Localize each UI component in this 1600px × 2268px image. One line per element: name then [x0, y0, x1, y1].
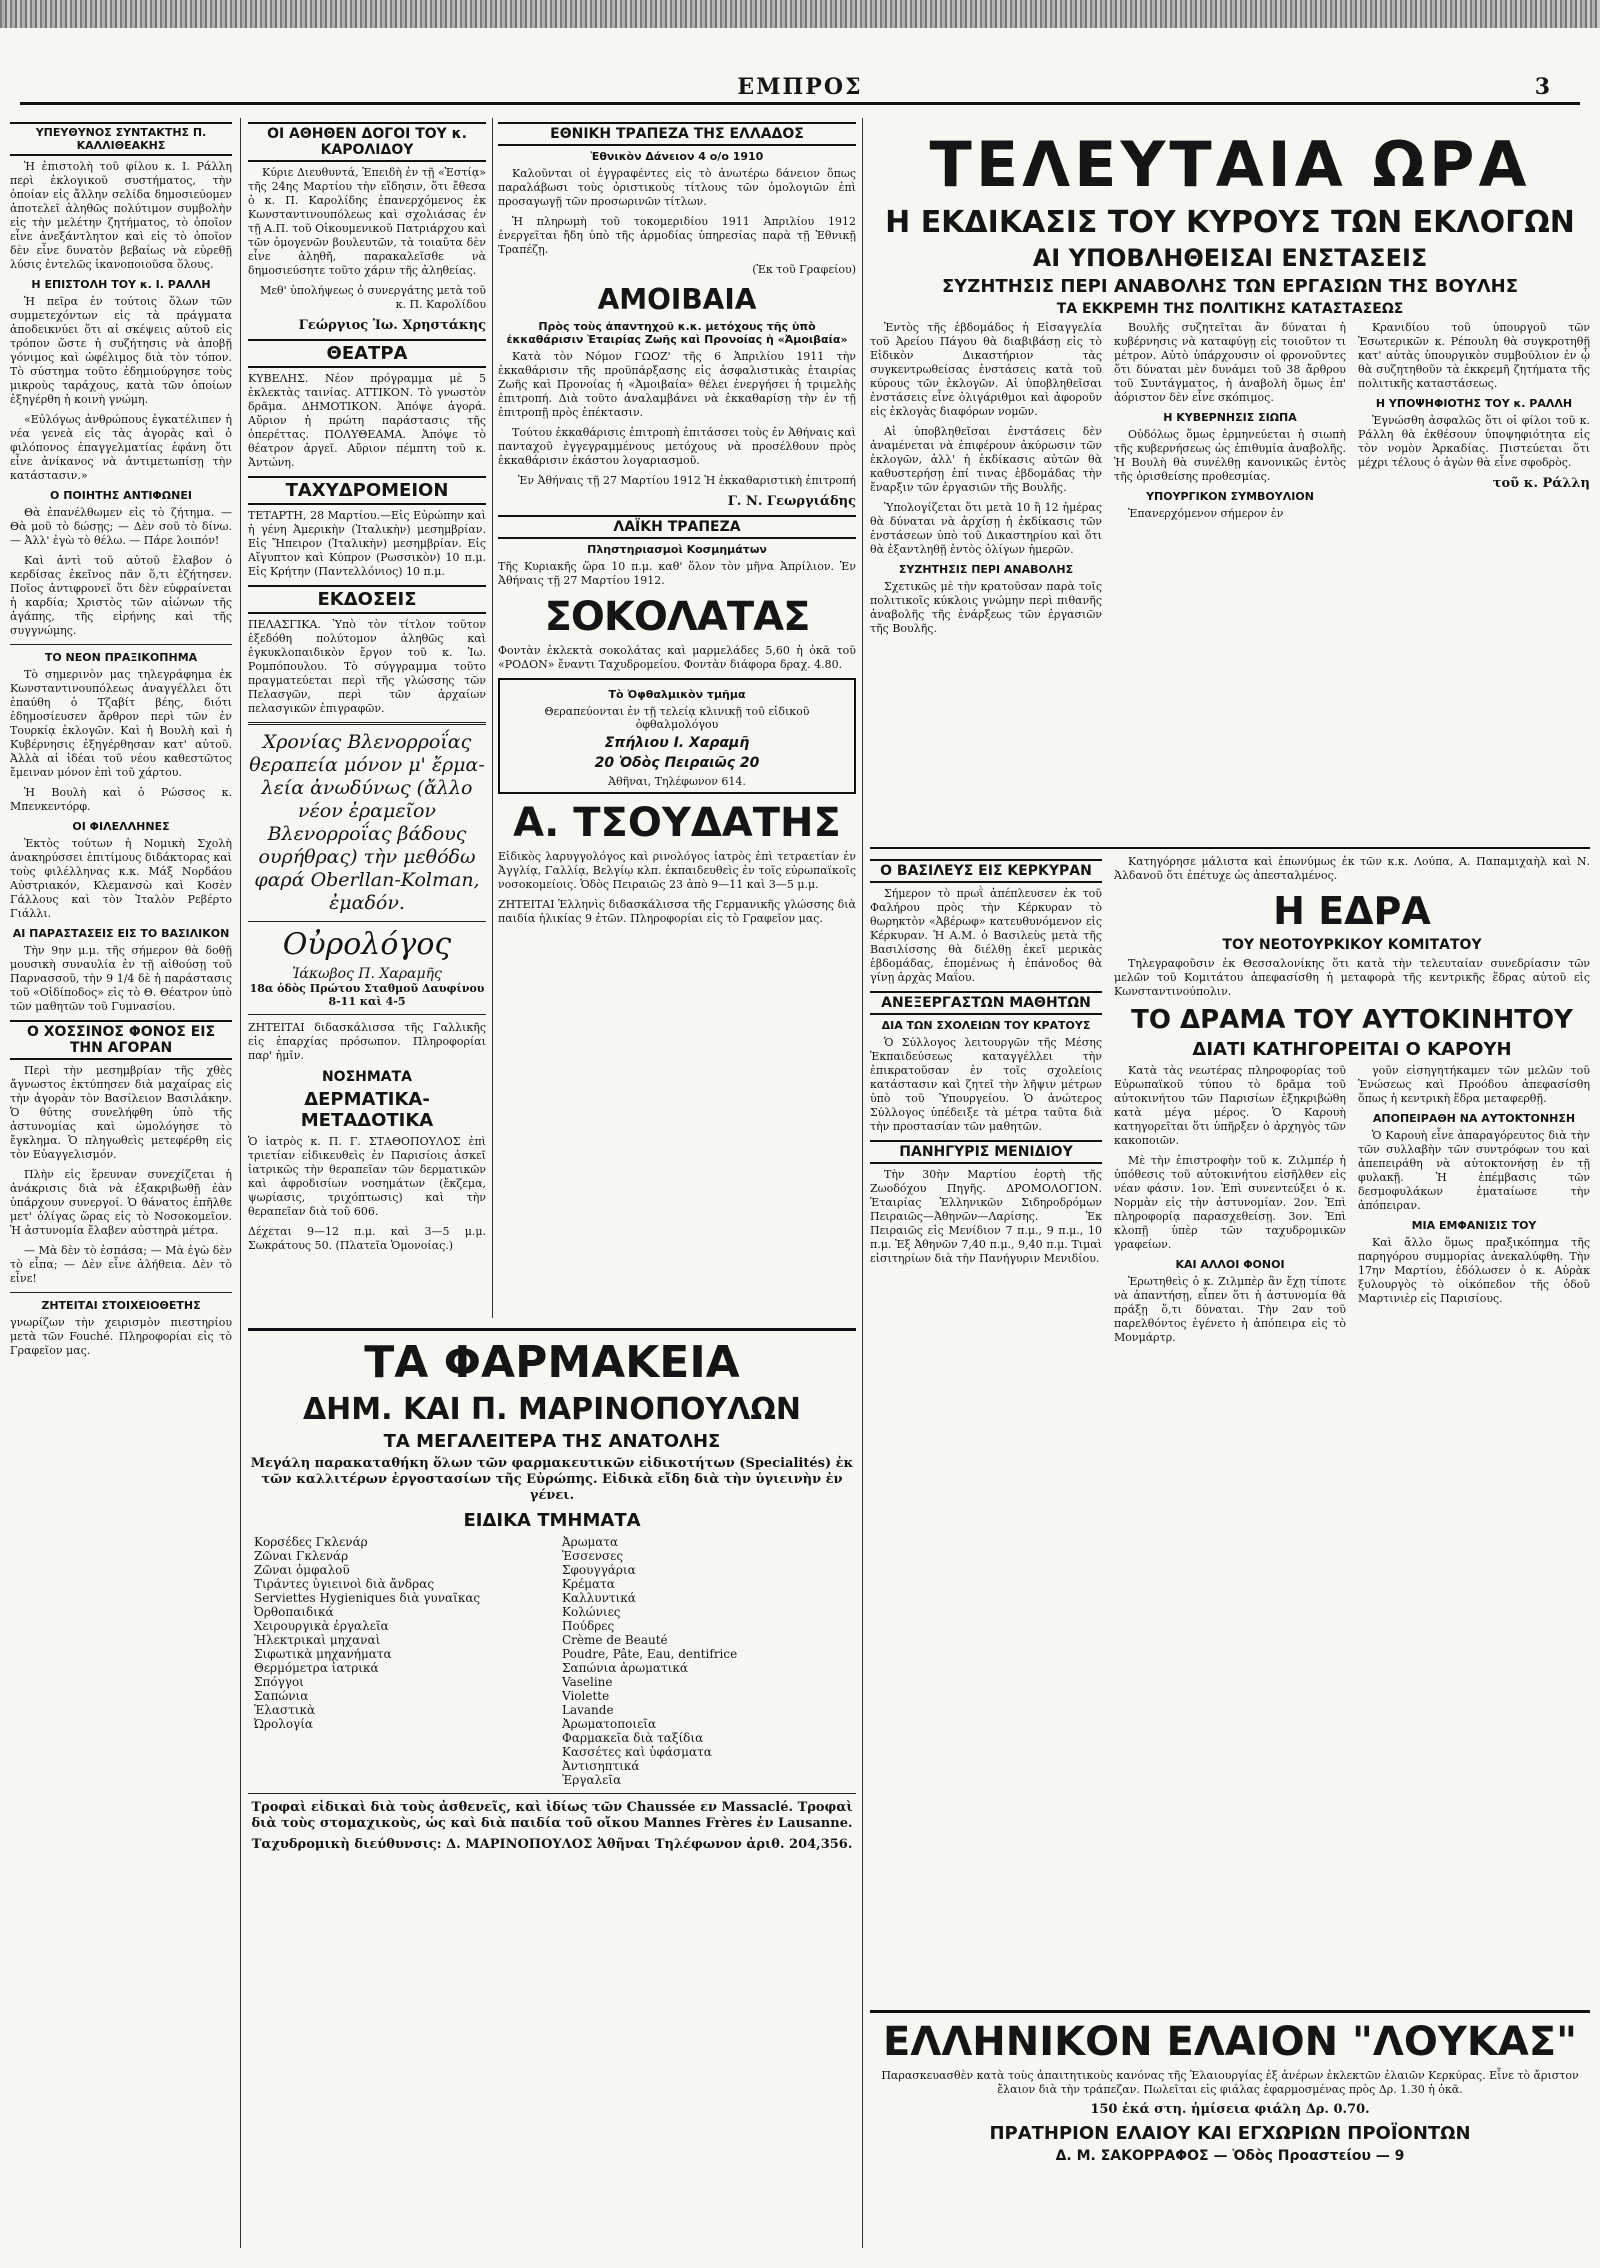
- article-subhead: ΑΠΟΠΕΙΡΑΘΗ ΝΑ ΑΥΤΟΚΤΟΝΗΣΗ: [1372, 1112, 1576, 1125]
- classified-text: γνωρίζων τὴν χειρισμὸν πιεστηρίου μετὰ τῶν Fouché. Πληροφορίαι εἰς τὸ Γραφεῖον μας.: [10, 1316, 232, 1357]
- article-subhead: ΤΟ ΝΕΟΝ ΠΡΑΞΙΚΟΠΗΜΑ: [44, 651, 198, 664]
- product-item: Σαπώνια: [254, 1689, 309, 1703]
- divider: [248, 1014, 486, 1015]
- oil-advertisement: [870, 2010, 1590, 2253]
- classified-text: ΖΗΤΕΙΤΑΙ Ἑλληνὶς διδασκάλισσα τῆς Γερμανικῆς γλώσσης διὰ παιδία ἡλικίας 9 ἐτῶν. Πληροφορίαι εἰς τὸ Γραφεῖον μας.: [498, 898, 856, 925]
- advertisement-intro: Μεγάλη παρακαταθήκη ὅλων τῶν φαρμακευτικῶν εἰδικοτήτων (Specialités) ἐκ τῶν καλλιτέρων ἐργοστασίων τῆς Εὐρώπης. Εἰδικὰ εἴδη διὰ τὴν ὑγιεινὴν ἐν γένει.: [250, 1456, 854, 1503]
- subcolumn: [1358, 321, 1590, 841]
- product-item: Τιράντες ὑγιεινοὶ διὰ ἄνδρας: [254, 1577, 435, 1591]
- divider: [248, 1793, 856, 1794]
- article-subheadline: ΤΟΥ ΝΕΟΤΟΥΡΚΙΚΟΥ ΚΟΜΙΤΑΤΟΥ: [1222, 937, 1482, 953]
- product-item: Ἀρωματοποιεῖα: [562, 1717, 657, 1731]
- article-paragraph: Κατὰ τὸν Νόμον ΓΩΟΖ' τῆς 6 Ἀπριλίου 1911 τὴν ἐκκαθάρισιν τῆς προϋπάρξασης εἰς ἀσφαλιστικὰς ἑταιρίας Ζωῆς καὶ Προνοίας ἡ «Ἀμοιβαία» θέλει ἐνεργήσει ἡ τριμελὴς ἐπιτροπή. Διὰ τοῦτο ἀναλαμβάνει νὰ ἐκκαθαρίσῃ τὴν ἐν τῇ ἐπιτροπῇ πρὸς ἐπέκτασιν.: [498, 350, 856, 419]
- notice-subtitle: Πρὸς τοὺς ἀπαντηχοῦ κ.κ. μετόχους τῆς ὑπὸ ἐκκαθάρισιν Ἑταιρίας Ζωῆς καὶ Προνοίας ἡ «Ἀμοιβαία»: [506, 320, 848, 346]
- subcolumn-wide: [1114, 855, 1590, 2165]
- article-paragraph: Ἐρωτηθεὶς ὁ κ. Ζιλμπὲρ ἂν ἔχῃ τίποτε νὰ ἀπαντήσῃ, εἶπεν ὅτι ἡ ἀστυνομία θὰ πράξῃ ὅ,τι δύναται. Τὴν 2αν τοῦ παρελθόντος ἐγένετο ἡ ἀπόπειρα εἰς τὸ Μονμάρτρ.: [1114, 1275, 1346, 1344]
- article-paragraph: Τὴν 30ὴν Μαρτίου ἑορτὴ τῆς Ζωοδόχου Πηγῆς. ΔΡΟΜΟΛΟΓΙΟΝ. Ἑταιρίας Ἑλληνικῶν Σιδηροδρόμων Πειραιῶς—Ἀθηνῶν—Λαρίσης. Ἐκ Πειραιῶς εἰς Μενίδιον 7 π.μ., 9 π.μ., 10 π.μ. Ἐξ Ἀθηνῶν 7,40 π.μ., 9,40 π.μ. Τιμαὶ εἰσιτηρίων διὰ τὴν Πανήγυριν Μενιδίου.: [870, 1168, 1102, 1265]
- advertisement-subtitle: Πληστηριασμοὶ Κοσμημάτων: [587, 543, 767, 556]
- masthead: ΕΜΠΡΟΣ: [737, 74, 863, 100]
- divider: [248, 722, 486, 725]
- advertisement-text: Φοντὰν ἐκλεκτὰ σοκολάτας καὶ μαρμελάδες 5,60 ἡ ὀκᾶ τοῦ «ΡΟΔΟΝ» ἔναντι Ταχυδρομείου. Φοντὰν διάφορα δραχ. 4.80.: [498, 644, 856, 671]
- section-text: ΚΥΒΕΛΗΣ. Νέον πρόγραμμα μὲ 5 ἐκλεκτὰς ταινίας. ΑΤΤΙΚΟΝ. Τὸ γνωστὸν δρᾶμα. ΔΗΜΟΤΙΚΟΝ. Ἀπόψε ἀγορά. Αὔριον ἡ πρώτη παράστασις τῆς ὀπερέττας. ΠΟΛΥΘΕΑΜΑ. Ἀπόψε τὸ θέατρον ἀργεῖ. Αὔριον πέμπτη τοῦ κ. Ἀντώνη.: [248, 372, 486, 469]
- product-item: Κολώνιες: [562, 1605, 621, 1619]
- article-subheadline: ΔΙΑΤΙ ΚΑΤΗΓΟΡΕΙΤΑΙ Ο ΚΑΡΟΥΗ: [1192, 1039, 1512, 1060]
- advertisement-footer: Τροφαὶ εἰδικαὶ διὰ τοὺς ἀσθενεῖς, καὶ ἰδίως τῶν Chaussée εν Massaclé. Τροφαὶ διὰ τοὺς στομαχικοὺς, ὡς καὶ διὰ παιδία τοῦ οἴκου Mannes Frères ἐν Lausanne.: [251, 1800, 853, 1831]
- article-paragraph: Καὶ ἀντὶ τοῦ αὐτοῦ ἔλαβον ὁ κερδίσας ἐκεῖνος πᾶν ὅ,τι ἐζήτησεν. Ποῖος ἀντιφρονεῖ ὅτι δὲν εὐφραίνεται ἡ καρδία; Χριστὸς τῶν αἰώνων τῆς ἀγάπης, τῆς εἰρήνης καὶ τῆς συγγνώμης.: [10, 554, 232, 637]
- article-paragraph: Θὰ ἐπανέλθωμεν εἰς τὸ ζήτημα. — Θὰ μοῦ τὸ δώσῃς; — Δὲν σοῦ τὸ δίνω. — Ἀλλ' ἐγὼ τὸ θέλω. — Πάρε λοιπόν!: [10, 506, 232, 547]
- section-title: ΘΕΑΤΡΑ: [248, 339, 486, 368]
- notice-date: Ἐν Ἀθήναις τῇ 27 Μαρτίου 1912 Ἡ ἐκκαθαριστικὴ ἐπιτροπή: [518, 474, 856, 487]
- section-headline: ΤΕΛΕΥΤΑΙΑ ΩΡΑ: [929, 128, 1531, 201]
- product-item: Ἐργαλεῖα: [562, 1773, 622, 1787]
- page-number: 3: [1534, 74, 1550, 100]
- advertisement-title: ΕΛΛΗΝΙΚΟΝ ΕΛΑΙΟΝ "ΛΟΥΚΑΣ": [883, 2019, 1577, 2065]
- article-paragraph: Ἡ πεῖρα ἐν τούτοις ὅλων τῶν συμμετεχόντων εἰς τὰ πράγματα ἀποδεικνύει ὅτι αἱ σκέψεις αὐτοῦ εἰς τρόπον ὥστε ἡ συζήτησις νὰ ἀποβῇ γόνιμος καὶ ὠφέλιμος διὰ τὸν τόπον. Τὸ σύστημα τοῦτο ἐδημιούργησε τοὺς μικροὺς ταράχους, κατὰ τῶν ὁποίων ἐξηγέρθη ἡ κοινὴ γνώμη.: [10, 295, 232, 406]
- article-headline: Η ΕΔΡΑ: [1273, 889, 1431, 933]
- article-paragraph: Ὁ Καρουὴ εἶνε ἀπαραγόρευτος διὰ τὴν τῶν συλλαβὴν τῶν συντρόφων του καὶ ἀπεπειράθη νὰ αὐτοκτονήσῃ ἐν τῇ φυλακῇ. Ἡ ἐπέμβασις τῶν δεσμοφυλάκων ἐματαίωσε τὴν ἀπόπειραν.: [1358, 1129, 1590, 1212]
- divider: [10, 644, 232, 645]
- article-subhead: ΜΙΑ ΕΜΦΑΝΙΣΙΣ ΤΟΥ: [1411, 1219, 1537, 1232]
- product-item: Κορσέδες Γκλενάρ: [254, 1535, 368, 1549]
- product-item: Κασσέτες καὶ ὑφάσματα: [562, 1745, 712, 1759]
- product-item: Σπόγγοι: [254, 1675, 304, 1689]
- signature: τοῦ κ. Ράλλη: [1492, 476, 1590, 491]
- product-item: Χειρουργικὰ ἐργαλεῖα: [254, 1619, 389, 1633]
- product-item: Ἠλεκτρικαὶ μηχαναὶ: [254, 1633, 381, 1647]
- product-item: Ζῶναι Γκλενάρ: [254, 1549, 349, 1563]
- advertisement-price: 150 ἐκά στη. ἡμίσεια φιάλη Δρ. 0.70.: [1090, 2102, 1370, 2117]
- advertisement-name: Ἰάκωβος Π. Χαραμῆς: [292, 966, 442, 982]
- column-1: [10, 118, 232, 2258]
- advertisement-title: ΝΟΣΗΜΑΤΑ: [321, 1069, 413, 1085]
- article-paragraph: Τὸ σημερινὸν μας τηλεγράφημα ἐκ Κωνσταντινουπόλεως ἀναγγέλλει ὅτι ἐπαύθη ὁ Τζαβίτ βέης, διότι ἐδημοσίευσεν ἄρθρον περὶ τῶν ἐν Τουρκίᾳ ἐκλογῶν. Καὶ ἡ Βουλὴ καὶ ἡ Κυβέρνησις ἐξηγέρθησαν κατ' αὐτοῦ. Ἀλλὰ αἱ ἰδέαι τοῦ νέου καθεστῶτος ἔμειναν μόνον ἐπὶ τοῦ χάρτου.: [10, 668, 232, 779]
- article-paragraph: Μὲ τὴν ἐπιστροφὴν τοῦ κ. Ζιλμπέρ ἡ ὑπόθεσις τοῦ αὐτοκινήτου εἰσῆλθεν εἰς νέαν φάσιν. 1ον. Ἐπὶ συνεντεύξει ὁ κ. Νορμὰν εἰς τὴν ἀστυνομίαν. 2ον. Ἐπὶ πληροφορίᾳ παρασχεθείσῃ. 3ον. Ἐπὶ κλοπῇ ὑπὲρ τῶν ταχυδρομικῶν γραφείων.: [1114, 1154, 1346, 1251]
- advertisement-text: Παρασκευασθὲν κατὰ τοὺς ἀπαιτητικοὺς κανόνας τῆς Ἐλαιουργίας ἐξ ἀνέρων ἐκλεκτῶν ἐλαιῶν Κερκύρας. Εἶνε τὸ ἄριστον ἔλαιον διὰ τὴν τράπεζαν. Πωλεῖται εἰς φιάλας ἐφαρμοσμένας πρὸς Δρ. 1.30 ἡ ὀκᾶ.: [881, 2069, 1579, 2096]
- product-item: Ὠρολογία: [254, 1717, 314, 1731]
- product-item: Καλλυντικά: [562, 1591, 636, 1605]
- article-subhead: ΣΥΖΗΤΗΣΙΣ ΠΕΡΙ ΑΝΑΒΟΛΗΣ: [898, 563, 1074, 576]
- section-text: ΤΕΤΑΡΤΗ, 28 Μαρτίου.—Εἰς Εὐρώπην καὶ ἡ γένη Ἀμερικὴν (Ἰταλικὴν) μεσημβρίαν. Εἰς Ἤπειρον (Ἰταλικὴν) μεσημβρίαν. Εἰς Αἴγυπτον καὶ Κύπρον (Ρωσσικὸν) 10 π.μ. Εἰς Κρήτην (Παντελλόνιος) 10 π.μ.: [248, 509, 486, 578]
- column-3: [498, 118, 856, 1318]
- article-subhead: ΥΠΟΥΡΓΙΚΟΝ ΣΥΜΒΟΥΛΙΟΝ: [1146, 490, 1314, 503]
- pharmacy-advertisement: [248, 1328, 856, 2251]
- advertisement-title: ΛΑΪΚΗ ΤΡΑΠΕΖΑ: [498, 515, 856, 539]
- article-paragraph: Ἐκτὸς τούτων ἡ Νομικὴ Σχολὴ ἀνακηρύσσει ἐπιτίμους διδάκτορας καὶ τοὺς φιλέλληνας κ.κ. Μάξ Νορδάου Αὐστριακόν, Κλεμανσὼ καὶ Κοσὲν Γάλλους καὶ τὸν Ἰταλὸν Ρεβέρτο Γιάλλι.: [10, 837, 232, 920]
- article-paragraph: Τὴν 9ην μ.μ. τῆς σήμερον θὰ δοθῇ μουσικὴ συναυλία ἐν τῇ αἰθούσῃ τοῦ Παρνασσοῦ, τὴν 9 1/4 δὲ ἡ παράστασις τοῦ «Οἰδίποδος» εἰς τὸ Θ. Θέατρον ὑπὸ τῶν μαθητῶν τοῦ Γυμνασίου.: [10, 944, 232, 1013]
- product-lists: [248, 1535, 856, 1787]
- article-subhead: ΚΑΙ ΑΛΛΟΙ ΦΟΝΟΙ: [1175, 1258, 1285, 1271]
- column-rule: [862, 118, 863, 2248]
- article-headline: Η ΕΚΔΙΚΑΣΙΣ ΤΟΥ ΚΥΡΟΥΣ ΤΩΝ ΕΚΛΟΓΩΝ: [885, 205, 1575, 240]
- article-paragraph: Πλὴν εἰς ἔρευναν συνεχίζεται ἡ ἀνάκρισις διὰ νὰ ἐξακριβωθῇ ἐὰν ὑπάρχουν συνεργοί. Ὁ θάνατος ἐπῆλθε μετ' ὀλίγας ὥρας εἰς τὸ Νοσοκομεῖον. Ἡ ἀστυνομία ἔλαβεν αὐστηρὰ μέτρα.: [10, 1168, 232, 1237]
- three-columns: [870, 321, 1590, 841]
- product-item: Ἀρωματα: [562, 1535, 619, 1549]
- article-paragraph: Κατὰ τὰς νεωτέρας πληροφορίας τοῦ Εὐρωπαϊκοῦ τύπου τὸ δρᾶμα τοῦ αὐτοκινήτου τῶν Παρισίων ἐξηκριβώθη κατὰ μέγα μέρος. Ὁ Καρουὴ κατηγορεῖται ὅτι ὑπῆρξεν ὁ ἀρχηγὸς τῶν κακοποιῶν.: [1114, 1064, 1346, 1147]
- article-paragraph: Βουλῆς συζητεῖται ἂν δύναται ἡ κυβέρνησις νὰ καταφύγῃ εἰς τοιοῦτον τι μέτρον. Αὐτὸ ὑπάρχουσιν οἱ φρονοῦντες ὅτι δύναται μὲν δυνάμει τοῦ 38 ἄρθρου τοῦ Συντάγματος, ἡ ἀναβολὴ ὅμως ἐπ' ἀόριστον δὲν εἶνε σκόπιμος.: [1114, 321, 1346, 404]
- article-paragraph: Ἐπανερχόμενον σήμερον ἐν: [1128, 507, 1284, 520]
- product-item: Σιφωτικὰ μηχανήματα: [254, 1647, 392, 1661]
- advertisement-text: Χρονίας Βλενορροΐας θεραπεία μόνον μ' ἔρμα-λεία ἀνωδύνως (ἄλλο νέον ἐραμεῖον Βλενορροΐας βάδους ουρήθρας) τὴν μεθόδω φαρά Oberllan-Kolman, ἐμαδόν.: [249, 731, 485, 914]
- article-paragraph: Σήμερον τὸ πρωῒ ἀπέπλευσεν ἐκ τοῦ Φαλήρου πρὸς τὴν Κέρκυραν τὸ θωρηκτὸν «Ἀβέρωφ» κατευθυνόμενον εἰς Κέρκυραν. Ἡ Α.Μ. ὁ Βασιλεὺς μετὰ τῆς Βασιλίσσης θὰ διέλθῃ ἐκεῖ μερικὰς ἑβδομάδας, ἑπομένως ἡ ἐπάνοδος θὰ γίνῃ ἀρχὰς Μαΐου.: [870, 887, 1102, 984]
- article-paragraph: Αἱ ὑποβληθεῖσαι ἐνστάσεις δὲν ἀναμένεται νὰ ἐπιφέρουν ἀκύρωσιν τῶν ἐκλογῶν, ἀλλ' ἡ ἐκδίκασις αὐτῶν θὰ καθυστερήσῃ ἐπί τινας ἑβδομάδας τὴν ἔναρξιν τῶν ἐργασιῶν τῆς Βουλῆς.: [870, 425, 1102, 494]
- product-item: Ζῶναι ὀμφαλοῦ: [254, 1563, 350, 1577]
- article-subheadline: ΣΥΖΗΤΗΣΙΣ ΠΕΡΙ ΑΝΑΒΟΛΗΣ ΤΩΝ ΕΡΓΑΣΙΩΝ ΤΗΣ ΒΟΥΛΗΣ: [941, 276, 1519, 297]
- source-note: (Ἐκ τοῦ Γραφείου): [752, 263, 856, 276]
- subcolumn: [1114, 1064, 1346, 1351]
- advertisement-title: Α. ΤΣΟΥΔΑΤΗΣ: [513, 800, 841, 846]
- column-2: [248, 118, 486, 1318]
- subcolumn: [1358, 1064, 1590, 1351]
- product-item: Serviettes Hygieniques διὰ γυναῖκας: [254, 1591, 481, 1605]
- product-item: Πούδρες: [562, 1619, 615, 1633]
- product-item: Vaseline: [562, 1675, 613, 1689]
- product-list-right: [562, 1535, 850, 1787]
- article-subhead: ΔΙΑ ΤΩΝ ΣΧΟΛΕΙΩΝ ΤΟΥ ΚΡΑΤΟΥΣ: [881, 1019, 1091, 1032]
- article-headline: Ο ΧΟΣΣΙΝΟΣ ΦΟΝΟΣ ΕΙΣ ΤΗΝ ΑΓΟΡΑΝ: [10, 1020, 232, 1060]
- article-paragraph: Σχετικῶς μὲ τὴν κρατοῦσαν παρὰ τοῖς πολιτικοῖς κύκλοις γνώμην περὶ πιθανῆς ἀναβολῆς τῆς ἐνάρξεως τῶν ἐργασιῶν τῆς Βουλῆς.: [870, 580, 1102, 635]
- product-item: Poudre, Pâte, Eau, dentifrice: [562, 1647, 738, 1661]
- article-subhead: Η ΥΠΟΨΗΦΙΟΤΗΣ ΤΟΥ κ. ΡΑΛΛΗ: [1375, 397, 1573, 410]
- section-title: ΕΙΔΙΚΑ ΤΜΗΜΑΤΑ: [463, 1510, 641, 1531]
- article-subhead: Η ΕΠΙΣΤΟΛΗ ΤΟΥ κ. Ι. ΡΑΛΛΗ: [31, 278, 211, 291]
- column-rule: [240, 118, 241, 2248]
- article-headline: ΑΝΕΞΕΡΓΑΣΤΩΝ ΜΑΘΗΤΩΝ: [870, 991, 1102, 1015]
- article-paragraph: Κατηγόρησε μάλιστα καὶ ἐπωνύμως ἐκ τῶν κ.κ. Λούπα, Α. Παπαμιχαὴλ καὶ Ν. Ἀλδανοῦ ὅτι ἐπέτυχε ὡς ἀπεσταλμένος.: [1114, 855, 1590, 882]
- advertisement-text: Εἰδικὸς λαρυγγολόγος καὶ ρινολόγος ἰατρὸς ἐπὶ τετραετίαν ἐν Ἀγγλίᾳ, Γαλλίᾳ, Βελγίῳ κλπ. ἐκπαιδευθεὶς ἐν τοῖς εὐρωπαϊκοῖς νοσοκομείοις. Ὁδὸς Πειραιῶς 23 ἀπὸ 9—11 καὶ 3—5 μ.μ.: [498, 850, 856, 891]
- advertisement-address: 20 Ὁδὸς Πειραιῶς 20: [594, 755, 760, 771]
- article-paragraph: Ὑπολογίζεται ὅτι μετὰ 10 ἢ 12 ἡμέρας θὰ δύναται νὰ ἀρχίσῃ ἡ ἐκδίκασις τῶν ἐνστάσεων ὑπὸ τοῦ Δικαστηρίου καὶ ὅτι θὰ ἐξαντληθῇ ἐντὸς ὀλίγων ἡμερῶν.: [870, 501, 1102, 556]
- article-paragraph: Καλοῦνται οἱ ἐγγραφέντες εἰς τὸ ἀνωτέρω δάνειον ὅπως παραλάβωσι τοὺς ὁριστικοὺς τίτλους τῶν ὁμολογιῶν ἐπὶ προσαγωγῇ τῶν προσωρινῶν τίτλων.: [498, 167, 856, 208]
- article-paragraph: Ἡ ἐπιστολὴ τοῦ φίλου κ. Ι. Ράλλη περὶ ἐκλογικοῦ συστήματος, τὴν ὁποίαν εἰς ἄλλην σελίδα δημοσιεύομεν ἀποτελεῖ ἀληθῶς πολύτιμον συμβολὴν εἰς τὴν μελέτην ζητήματος, τὸ ὁποῖον εἶνε ἀνεξάντλητον καὶ εἰς τὸ ὁποῖον δὲν εἶνε δυνατὸν βεβαίως νὰ εὑρεθῇ λύσις ἐντελῶς ἱκανοποιοῦσα ὅλους.: [10, 160, 232, 271]
- article-paragraph: Ἡ Βουλὴ καὶ ὁ Ρώσσος κ. Μπενκεντόρφ.: [10, 786, 232, 813]
- advertisement-subtitle: ΤΑ ΜΕΓΑΛΕΙΤΕΡΑ ΤΗΣ ΑΝΑΤΟΛΗΣ: [383, 1431, 721, 1452]
- advertisement-city: Ἀθῆναι, Τηλέφωνον 614.: [608, 775, 746, 788]
- article-subheadline: ΑΙ ΥΠΟΒΛΗΘΕΙΣΑΙ ΕΝΣΤΑΣΕΙΣ: [1032, 244, 1428, 272]
- article-subhead: Ἐθνικὸν Δάνειον 4 ο/ο 1910: [590, 150, 764, 163]
- article-paragraph: — Μὰ δὲν τὸ ἐσπάσα; — Μὰ ἐγὼ δὲν τὸ εἶπα; — Δὲν εἶνε ἀλήθεια. Δὲν τὸ εἶνε!: [10, 1244, 232, 1285]
- article-headline: Ο ΒΑΣΙΛΕΥΣ ΕΙΣ ΚΕΡΚΥΡΑΝ: [870, 859, 1102, 883]
- advertisement-text: Θεραπεύονται ἐν τῇ τελείᾳ κλινικῇ τοῦ εἰδικοῦ ὀφθαλμολόγου: [544, 705, 810, 731]
- section-text: ΠΕΛΑΣΓΙΚΑ. Ὑπὸ τὸν τίτλον τοῦτον ἐξεδόθη πολύτομον ἀληθῶς καὶ ἐγκυκλοπαιδικὸν ἔργον τοῦ κ. Ἰω. Ρομπόπουλου. Τὸ σύγγραμμα τοῦτο πραγματεύεται περὶ τῆς γλώσσης τῶν Πελασγῶν, περὶ τῶν ἀρχαίων πελασγικῶν ἐπιγραφῶν.: [248, 618, 486, 715]
- advertisement-text: Τῆς Κυριακῆς ὥρα 10 π.μ. καθ' ὅλον τὸν μῆνα Ἀπρίλιον. Ἐν Ἀθήναις τῇ 27 Μαρτίου 1912.: [498, 560, 856, 587]
- lower-columns: [870, 855, 1590, 2165]
- subcolumn: [870, 321, 1102, 841]
- advertisement-footer: ΠΡΑΤΗΡΙΟΝ ΕΛΑΙΟΥ ΚΑΙ ΕΓΧΩΡΙΩΝ ΠΡΟΪΟΝΤΩΝ: [989, 2123, 1471, 2144]
- article-subhead: ΟΙ ΦΙΛΕΛΛΗΝΕΣ: [72, 820, 170, 833]
- advertisement-name: Σπήλιου Ι. Χαραμῆ: [604, 735, 750, 751]
- advertisement-box: [498, 678, 856, 794]
- advertisement-title: ΤΑ ΦΑΡΜΑΚΕΙΑ: [364, 1337, 740, 1388]
- article-subhead: ΑΙ ΠΑΡΑΣΤΑΣΕΙΣ ΕΙΣ ΤΟ ΒΑΣΙΛΙΚΟΝ: [12, 927, 230, 940]
- advertisement-address: 18α ὁδὸς Πρώτου Σταθμοῦ Δαυφίνου 8-11 καὶ 4-5: [249, 982, 485, 1008]
- last-hour-section: [870, 118, 1590, 2258]
- article-paragraph: Τούτου ἐκκαθάρισις ἐπιτροπὴ ἐπιτάσσει τοὺς ἐν Ἀθήναις καὶ πανταχοῦ ἐγγεγραμμένους μετόχους νὰ προσέλθουν πρὸς ἐκκαθάρισιν ἑκάστου λογαριασμοῦ.: [498, 426, 856, 467]
- divider: [10, 1292, 232, 1293]
- product-item: Ἐλαστικὰ: [254, 1703, 316, 1717]
- product-item: Σφουγγάρια: [562, 1563, 636, 1577]
- article-headline: ΠΑΝΗΓΥΡΙΣ ΜΕΝΙΔΙΟΥ: [870, 1140, 1102, 1164]
- advertisement-contact: Ταχυδρομικὴ διεύθυνσις: Δ. ΜΑΡΙΝΟΠΟΥΛΟΣ Ἀθῆναι Τηλέφωνον ἀριθ. 204,356.: [251, 1837, 853, 1852]
- article-subhead: Ο ΠΟΙΗΤΗΣ ΑΝΤΙΦΩΝΕΙ: [50, 489, 192, 502]
- advertisement-title: Οὐρολόγος: [282, 927, 452, 962]
- classified-title: ΖΗΤΕΙΤΑΙ ΣΤΟΙΧΕΙΟΘΕΤΗΣ: [41, 1299, 201, 1312]
- product-item: Ἀντισηπτικά: [562, 1759, 640, 1773]
- signature-intro: Μεθ' ὑπολήψεως ὁ συνεργάτης μετὰ τοῦ κ. Π. Καρολίδου: [260, 284, 486, 311]
- article-subheadline: ΤΑ ΕΚΚΡΕΜΗ ΤΗΣ ΠΟΛΙΤΙΚΗΣ ΚΑΤΑΣΤΑΣΕΩΣ: [1056, 301, 1404, 317]
- editor-label: ΥΠΕΥΘΥΝΟΣ ΣΥΝΤΑΚΤΗΣ Π. ΚΑΛΛΙΘΕΑΚΗΣ: [10, 122, 232, 156]
- advertisement-hours: Δέχεται 9—12 π.μ. καὶ 3—5 μ.μ. Σωκράτους 50. (Πλατεῖα Ὁμονοίας.): [248, 1225, 486, 1252]
- advertisement-title: Τὸ Ὀφθαλμικὸν τμῆμα: [608, 688, 746, 701]
- notice-title: ΑΜΟΙΒΑΙΑ: [597, 283, 757, 316]
- article-subhead: Η ΚΥΒΕΡΝΗΣΙΣ ΣΙΩΠΑ: [1163, 411, 1297, 424]
- product-list-left: [254, 1535, 542, 1787]
- scan-border: [0, 0, 1600, 28]
- section-title: ΕΚΔΟΣΕΙΣ: [248, 585, 486, 614]
- article-paragraph: Ἐγνώσθη ἀσφαλῶς ὅτι οἱ φίλοι τοῦ κ. Ράλλη θὰ ἐκθέσουν ὑποψηφιότητα εἰς τὸν νομὸν Ἀρκαδίας. Πιστεύεται ὅτι μέχρι τέλους ὁ ἀγὼν θὰ εἶνε σφοδρὸς.: [1358, 414, 1590, 469]
- article-paragraph: Κρανιδίου τοῦ ὑπουργοῦ τῶν Ἐσωτερικῶν κ. Ρέπουλη θὰ συγκροτηθῇ κατ' αὐτὰς ὑπουργικὸν συμβούλιον ἐν ᾧ θὰ συζητηθοῦν τὰ ἐκκρεμῆ ζητήματα τῆς πολιτικῆς καταστάσεως.: [1358, 321, 1590, 390]
- article-headline: ΤΟ ΔΡΑΜΑ ΤΟΥ ΑΥΤΟΚΙΝΗΤΟΥ: [1131, 1005, 1573, 1035]
- article-headline: ΕΘΝΙΚΗ ΤΡΑΠΕΖΑ ΤΗΣ ΕΛΛΑΔΟΣ: [498, 122, 856, 146]
- subcolumn: [1114, 321, 1346, 841]
- product-item: Crème de Beauté: [562, 1633, 668, 1647]
- auto-columns: [1114, 1064, 1590, 1351]
- article-paragraph: Οὐδόλως ὅμως ἐρμηνεύεται ἡ σιωπὴ τῆς κυβερνήσεως ὡς ἐπιθυμία ἀναβολῆς. Ἡ Βουλὴ θὰ συνέλθῃ κανονικῶς ἐντὸς τῆς ὁρισθείσης προθεσμίας.: [1114, 428, 1346, 483]
- article-paragraph: Καὶ ἄλλο ὅμως πραξικόπημα τῆς παρηγόρου συμμορίας ἀνεκαλύφθη. Τὴν 17ην Μαρτίου, ἐδόλωσεν ὁ κ. Αὐρὰκ ξυλουργὸς τὸ οἰκόπεδον τῆς ὁδοῦ Μαρτινιὲρ εἰς Παρισίους.: [1358, 1236, 1590, 1305]
- article-paragraph: Περὶ τὴν μεσημβρίαν τῆς χθὲς ἄγνωστος ἐκτύπησεν διὰ μαχαίρας εἰς τὴν ἀγορὰν τὸν Βασίλειον Βασιλάκην. Ὁ θύτης συνελήφθη ὑπὸ τῆς ἀστυνομίας καὶ ὡμολόγησε τὸ ἔγκλημα. Ὁ πληγωθεὶς μετεφέρθη εἰς τὸν Εὐαγγελισμόν.: [10, 1064, 232, 1161]
- signature: Γεώργιος Ἰω. Χρηστάκης: [298, 318, 486, 333]
- column-rule: [492, 118, 493, 1318]
- advertisement-title: ΣΟΚΟΛΑΤΑΣ: [544, 594, 810, 640]
- product-item: Ὀρθοπαιδικά: [254, 1605, 334, 1619]
- advertisement-names: ΔΗΜ. ΚΑΙ Π. ΜΑΡΙΝΟΠΟΥΛΩΝ: [302, 1392, 802, 1427]
- article-paragraph: Ὁ Σύλλογος λειτουργῶν τῆς Μέσης Ἐκπαιδεύσεως καταγγέλλει τὴν ἐπικρατοῦσαν ἐν τοῖς σχολείοις κατάστασιν καὶ ζητεῖ τὴν λῆψιν μέτρων ὑπὸ τοῦ Ὑπουργείου. Ὁ ἀνώτερος Σύλλογος ὑπέδειξε τὰ μέτρα ταῦτα διὰ τὴν προστασίαν τῶν μαθητῶν.: [870, 1036, 1102, 1133]
- article-paragraph: Ἐντὸς τῆς ἑβδομάδος ἡ Εἰσαγγελία τοῦ Ἀρείου Πάγου θὰ διαβιβάσῃ εἰς τὸ Εἰδικὸν Δικαστήριον τὰς συγκεντρωθείσας ἐνστάσεις κατὰ τοῦ κύρους τῶν ἐκλογῶν. Αἱ ὑποβληθεῖσαι ἐνστάσεις εἶνε ὀλιγάριθμοι καὶ ἀφοροῦν εἰς ἐκλογὰς διαφόρων νομῶν.: [870, 321, 1102, 418]
- section-title: ΤΑΧΥΔΡΟΜΕΙΟΝ: [248, 476, 486, 505]
- product-item: Σαπώνια ἀρωματικά: [562, 1661, 688, 1675]
- article-paragraph: Κύριε Διευθυντά, Ἐπειδὴ ἐν τῇ «Ἑστίᾳ» τῆς 24ης Μαρτίου τὴν εἴδησιν, ὅτι ἔθεσα ὁ κ. Π. Καρολίδης ἐπανερχόμενος ἐκ Κωνσταντινουπόλεως καὶ σχολιάσας ἐν τῇ Α.Π. τοῦ Οἰκουμενικοῦ Πατριάρχου καὶ τῶν ὁμογενῶν βουλευτῶν, τὰ τοιαῦτα δὲν εἶνε ἀληθῆ, παρακαλεῖσθε νὰ δημοσιεύσητε τοῦτο χάριν τῆς ἀληθείας.: [248, 166, 486, 277]
- divider: [248, 921, 486, 922]
- article-paragraph: Ἡ πληρωμὴ τοῦ τοκομεριδίου 1911 Ἀπριλίου 1912 ἐνεργεῖται ἤδη ὑπὸ τῆς ἀρμοδίας ὑπηρεσίας παρὰ τῇ Ἐθνικῇ Τραπέζῃ.: [498, 215, 856, 256]
- article-paragraph: «Εὐλόγως ἀνθρώπους ἐγκατέλιπεν ἡ νέα γενεὰ εἰς τὰς ἀγορὰς καὶ ὁ φιλόπονος ἐπαγγελματίας ἐφάνη ὅτι εἶνε ἀνίκανος νὰ ἀντιμετωπίσῃ τὴν κατάστασιν.»: [10, 413, 232, 482]
- product-item: Lavande: [562, 1703, 614, 1717]
- product-item: Φαρμακεῖα διὰ ταξίδια: [562, 1731, 704, 1745]
- product-item: Violette: [562, 1689, 610, 1703]
- divider: [870, 847, 1590, 849]
- page-header: [20, 74, 1580, 105]
- advertisement-title: ΔΕΡΜΑΤΙΚΑ-ΜΕΤΑΔΟΤΙΚΑ: [300, 1089, 434, 1131]
- article-headline: ΟΙ ΑΘΗΘΕΝ ΔΟΓΟΙ ΤΟΥ κ. ΚΑΡΟΛΙΔΟΥ: [248, 122, 486, 162]
- classified-text: ΖΗΤΕΙΤΑΙ διδασκάλισσα τῆς Γαλλικῆς εἰς ἐπαρχίας πρόσωπον. Πληροφορίαι παρ' ἡμῖν.: [248, 1021, 486, 1062]
- advertisement-address: Δ. Μ. ΣΑΚΟΡΡΑΦΟΣ — Ὁδὸς Προαστείου — 9: [1055, 2148, 1405, 2164]
- article-paragraph: γοῦν εἰσηγητήκαμεν τῶν μελῶν τοῦ Ἐνώσεως καὶ Προόδου ἀπεφασίσθη ὅπως ἡ κεντρικὴ ἕδρα μεταφερθῇ.: [1358, 1064, 1590, 1105]
- product-item: Ἑσσενσες: [562, 1549, 624, 1563]
- product-item: Θερμόμετρα ἰατρικά: [254, 1661, 379, 1675]
- product-item: Κρέματα: [562, 1577, 615, 1591]
- advertisement-text: Ὁ ἰατρὸς κ. Π. Γ. ΣΤΑΘΟΠΟΥΛΟΣ ἐπὶ τριετίαν εἰδικευθεὶς ἐν Παρισίοις ἀσκεῖ ἰατρικῶς τὴν θεραπεῖαν τῶν δερματικῶν καὶ ἀφροδισίων νοσημάτων (ἔκζεμα, ψωρίασις, τριχόπτωσις) καὶ τὴν θεραπεῖαν διὰ τοῦ 606.: [248, 1135, 486, 1218]
- signature: Γ. Ν. Γεωργιάδης: [727, 494, 856, 509]
- article-paragraph: Τηλεγραφοῦσιν ἐκ Θεσσαλονίκης ὅτι κατὰ τὴν τελευταίαν συνεδρίασιν τῶν μελῶν τοῦ Κομιτάτου ἀπεφασίσθη ἡ μεταφορὰ τῆς κεντρικῆς ἕδρας αὐτοῦ εἰς Κωνσταντινούπολιν.: [1114, 957, 1590, 998]
- subcolumn: [870, 855, 1102, 2165]
